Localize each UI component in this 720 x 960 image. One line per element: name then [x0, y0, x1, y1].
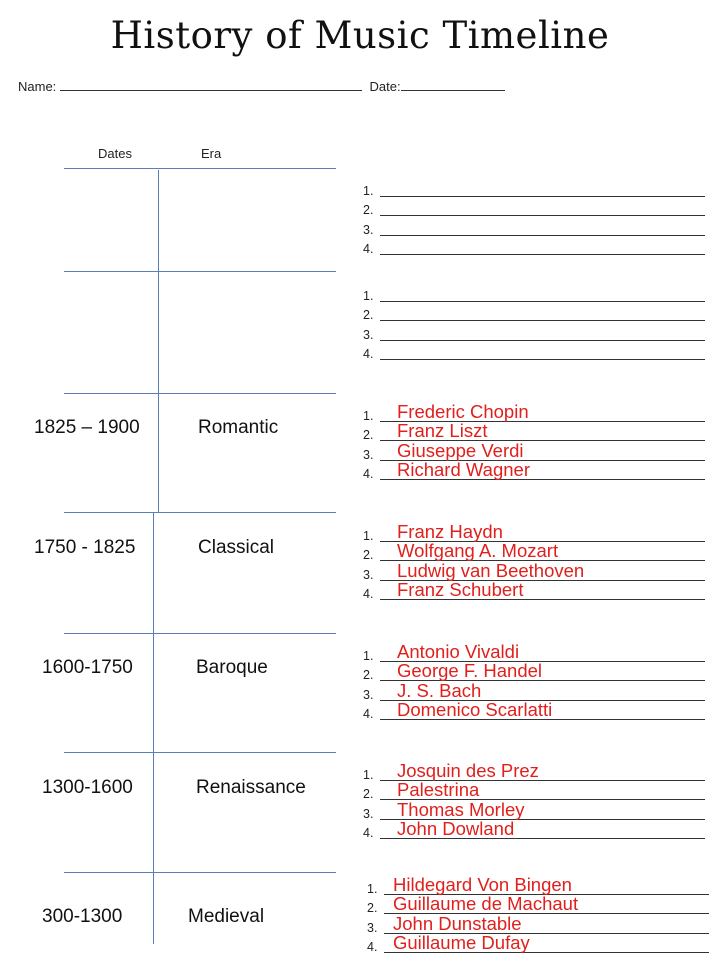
item-number: 3.	[363, 687, 374, 702]
composer-name: Franz Haydn	[397, 521, 503, 542]
list-item	[363, 578, 705, 603]
item-number: 2.	[367, 901, 378, 916]
name-date-line	[18, 79, 505, 94]
item-number: 1.	[367, 882, 378, 896]
composer-name: John Dowland	[397, 817, 515, 839]
era-name: Romantic	[198, 417, 279, 438]
timeline-divider	[64, 633, 336, 634]
era-dates: 1300-1600	[42, 777, 133, 798]
composer-name: Ludwig van Beethoven	[397, 559, 585, 581]
list-item	[363, 200, 705, 219]
answer-line[interactable]	[380, 340, 705, 341]
item-number: 3.	[367, 920, 378, 935]
item-number: 4.	[363, 241, 374, 256]
answer-line[interactable]	[380, 235, 705, 236]
dates-column-header: Dates	[98, 146, 132, 161]
item-number: 3.	[363, 567, 374, 582]
list-item	[367, 931, 709, 956]
list-item	[363, 220, 705, 239]
era-dates: 1825 – 1900	[34, 417, 140, 438]
list-item	[363, 305, 705, 324]
composer-name: John Dunstable	[393, 912, 522, 934]
item-number: 3.	[363, 447, 374, 462]
answer-line[interactable]	[380, 301, 705, 302]
item-number: 1.	[363, 184, 374, 198]
timeline-divider	[64, 393, 336, 394]
item-number: 3.	[363, 222, 374, 237]
composer-list	[363, 286, 705, 363]
era-dates: 300-1300	[42, 906, 123, 927]
answer-line[interactable]	[380, 320, 705, 321]
date-label: Date:	[369, 79, 401, 94]
item-number: 3.	[363, 806, 374, 821]
list-item	[363, 325, 705, 344]
composer-name: Giuseppe Verdi	[397, 439, 524, 461]
page-title: History of Music Timeline	[110, 14, 610, 57]
timeline-axis-lower	[153, 512, 154, 944]
item-number: 2.	[363, 548, 374, 563]
composer-list	[363, 181, 705, 258]
composer-list-renaissance	[363, 760, 705, 842]
timeline-divider	[64, 168, 336, 169]
composer-name: Frederic Chopin	[397, 401, 529, 422]
era-dates: 1750 - 1825	[34, 537, 136, 558]
name-label: Name:	[18, 79, 57, 94]
answer-line[interactable]	[380, 196, 705, 197]
item-number: 2.	[363, 668, 374, 683]
composer-list-romantic	[363, 401, 705, 483]
answer-line[interactable]	[380, 254, 705, 255]
answer-line[interactable]	[380, 359, 705, 360]
composer-name: Richard Wagner	[397, 458, 530, 480]
list-item	[363, 698, 705, 723]
answer-line[interactable]	[380, 215, 705, 216]
composer-name: Domenico Scarlatti	[397, 698, 553, 720]
item-number: 4.	[363, 466, 374, 481]
item-number: 4.	[363, 586, 374, 601]
composer-name: Palestrina	[397, 779, 480, 801]
list-item	[363, 181, 705, 200]
composer-name: Hildegard Von Bingen	[393, 874, 572, 895]
item-number: 1.	[363, 768, 374, 782]
composer-name: Antonio Vivaldi	[397, 641, 520, 662]
list-item	[363, 458, 705, 483]
item-number: 1.	[363, 289, 374, 303]
item-number: 1.	[363, 409, 374, 423]
item-number: 2.	[363, 203, 374, 218]
era-column-header: Era	[201, 146, 222, 161]
list-item	[363, 286, 705, 305]
composer-list-medieval	[367, 874, 709, 956]
era-name: Baroque	[196, 657, 268, 678]
item-number: 4.	[363, 825, 374, 840]
item-number: 2.	[363, 428, 374, 443]
timeline-divider	[64, 872, 336, 873]
item-number: 2.	[363, 308, 374, 323]
composer-name: Guillaume de Machaut	[393, 893, 579, 915]
composer-name: Wolfgang A. Mozart	[397, 540, 559, 562]
composer-name: Josquin des Prez	[397, 760, 539, 781]
timeline-divider	[64, 752, 336, 753]
item-number: 1.	[363, 649, 374, 663]
name-field[interactable]	[60, 79, 362, 91]
era-name: Classical	[198, 537, 275, 558]
date-field[interactable]	[401, 79, 505, 91]
composer-list-classical	[363, 521, 705, 603]
composer-list-baroque	[363, 641, 705, 723]
composer-name: George F. Handel	[397, 660, 543, 682]
era-dates: 1600-1750	[42, 657, 133, 678]
era-name: Medieval	[188, 906, 265, 927]
composer-name: J. S. Bach	[397, 679, 482, 701]
list-item	[363, 344, 705, 363]
composer-name: Franz Liszt	[397, 420, 488, 442]
composer-name: Franz Schubert	[397, 578, 524, 600]
era-name: Renaissance	[196, 777, 306, 798]
item-number: 3.	[363, 327, 374, 342]
item-number: 4.	[363, 346, 374, 361]
item-number: 2.	[363, 787, 374, 802]
timeline-divider	[64, 271, 336, 272]
timeline-divider	[64, 512, 336, 513]
timeline-axis-upper	[158, 170, 159, 512]
item-number: 4.	[363, 706, 374, 721]
item-number: 1.	[363, 529, 374, 543]
composer-name: Guillaume Dufay	[393, 931, 530, 953]
composer-name: Thomas Morley	[397, 798, 525, 820]
list-item	[363, 817, 705, 842]
item-number: 4.	[367, 939, 378, 954]
list-item	[363, 239, 705, 258]
